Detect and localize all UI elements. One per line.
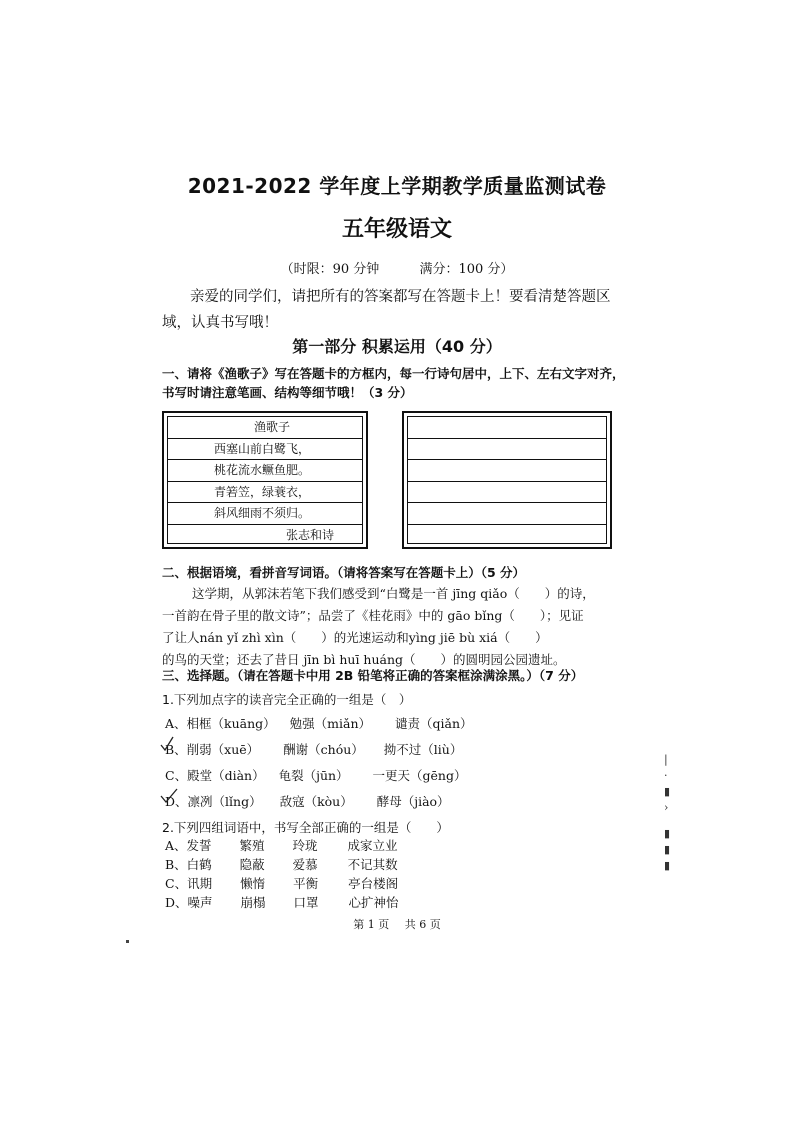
poem-line: 桃花流水鳜鱼肥。 [168, 460, 362, 482]
intro-text: 亲爱的同学们，请把所有的答案都写在答题卡上！要看清楚答题区域，认真书写哦！ [162, 289, 611, 331]
q2-passage [162, 583, 632, 671]
page-number: 第 1 页 [353, 918, 390, 931]
page-total: 共 6 页 [404, 918, 441, 931]
q3-sub1-question: 1.下列加点字的读音完全正确的一组是（ ） [162, 692, 412, 707]
exam-subtitle: 五年级语文 [341, 217, 452, 242]
q1-instruction: 一、请将《渔歌子》写在答题卡的方框内，每一行诗句居中，上下、左右文字对齐，书写时请注意笔画、结构等细节哦！（3 分） [162, 366, 625, 400]
q3-sub2-option-b[interactable]: B、白鹤 隐蔽 爱慕 不记其数 [165, 857, 398, 872]
full-score: 满分：100 分） [419, 262, 514, 277]
poem-line: 西塞山前白鹭飞， [168, 439, 362, 461]
handwritten-check-icon [160, 788, 178, 804]
exam-title: 2021-2022 学年度上学期教学质量监测试卷 [187, 174, 607, 198]
poem-title: 渔歌子 [168, 417, 362, 439]
poem-answer-box[interactable] [402, 411, 612, 549]
poem-box [162, 411, 368, 549]
q3-sub2-question: 2.下列四组词语中，书写全部正确的一组是（ ） [162, 820, 449, 835]
q3-sub1-option-d[interactable]: D、凛冽（lǐng） 敌寇（kòu） 酵母（jiào） [165, 794, 450, 809]
scan-edge-artifact: | · ▮ › [664, 753, 671, 814]
handwritten-check-icon [160, 736, 174, 752]
q3-instruction: 三、选择题。（请在答题卡中用 2B 铅笔将正确的答案框涂满涂黑。）（7 分） [162, 668, 584, 683]
scan-edge-artifact: ▮ ▮ ▮ [664, 827, 671, 872]
q2-instruction: 二、根据语境，看拼音写词语。（请将答案写在答题卡上）（5 分） [162, 565, 526, 580]
answer-line[interactable] [408, 417, 606, 439]
q3-sub1-option-b[interactable]: B、削弱（xuē） 酬谢（chóu） 拗不过（liù） [165, 742, 463, 757]
poem-author: 张志和诗 [286, 527, 335, 542]
answer-line[interactable] [408, 439, 606, 461]
answer-line[interactable] [408, 525, 606, 547]
page-footer [0, 916, 794, 932]
q3-sub2-option-a[interactable]: A、发誓 繁殖 玲珑 成家立业 [165, 838, 398, 853]
passage-line: 了让人nán yǐ zhì xìn（ ）的光速运动和yìng jiē bù xiá（ ） [162, 630, 548, 645]
answer-line[interactable] [408, 503, 606, 525]
poem-line: 青箬笠，绿蓑衣， [168, 482, 362, 504]
answer-line[interactable] [408, 482, 606, 504]
passage-line: 的鸟的天堂；还去了昔日 jīn bì huī huáng（ ）的圆明园公园遗址。 [162, 652, 566, 667]
answer-line[interactable] [408, 460, 606, 482]
passage-line: 这学期，从郭沫若笔下我们感受到“白鹭是一首 jīng qiǎo（ ）的诗， [192, 586, 595, 601]
exam-time-score [0, 258, 794, 277]
q3-sub1-option-c[interactable]: C、殿堂（diàn） 龟裂（jūn） 一更天（gēng） [165, 768, 467, 783]
time-limit: （时限：90 分钟 [280, 262, 380, 277]
poem-line: 斜风细雨不须归。 [168, 503, 362, 525]
scan-dust-mark [126, 940, 129, 943]
q3-sub2-option-d[interactable]: D、噪声 崩榻 口罩 心扩神怡 [165, 895, 399, 910]
passage-line: 一首韵在骨子里的散文诗”；品尝了《桂花雨》中的 gāo bǐng（ ）；见证 [162, 608, 584, 623]
part1-title: 第一部分 积累运用（40 分） [292, 337, 502, 356]
q3-sub2-option-c[interactable]: C、讯期 懒惰 平衡 亭台楼阁 [165, 876, 399, 891]
q3-sub1-option-a[interactable]: A、相框（kuāng） 勉强（miǎn） 谴责（qiǎn） [165, 716, 473, 731]
